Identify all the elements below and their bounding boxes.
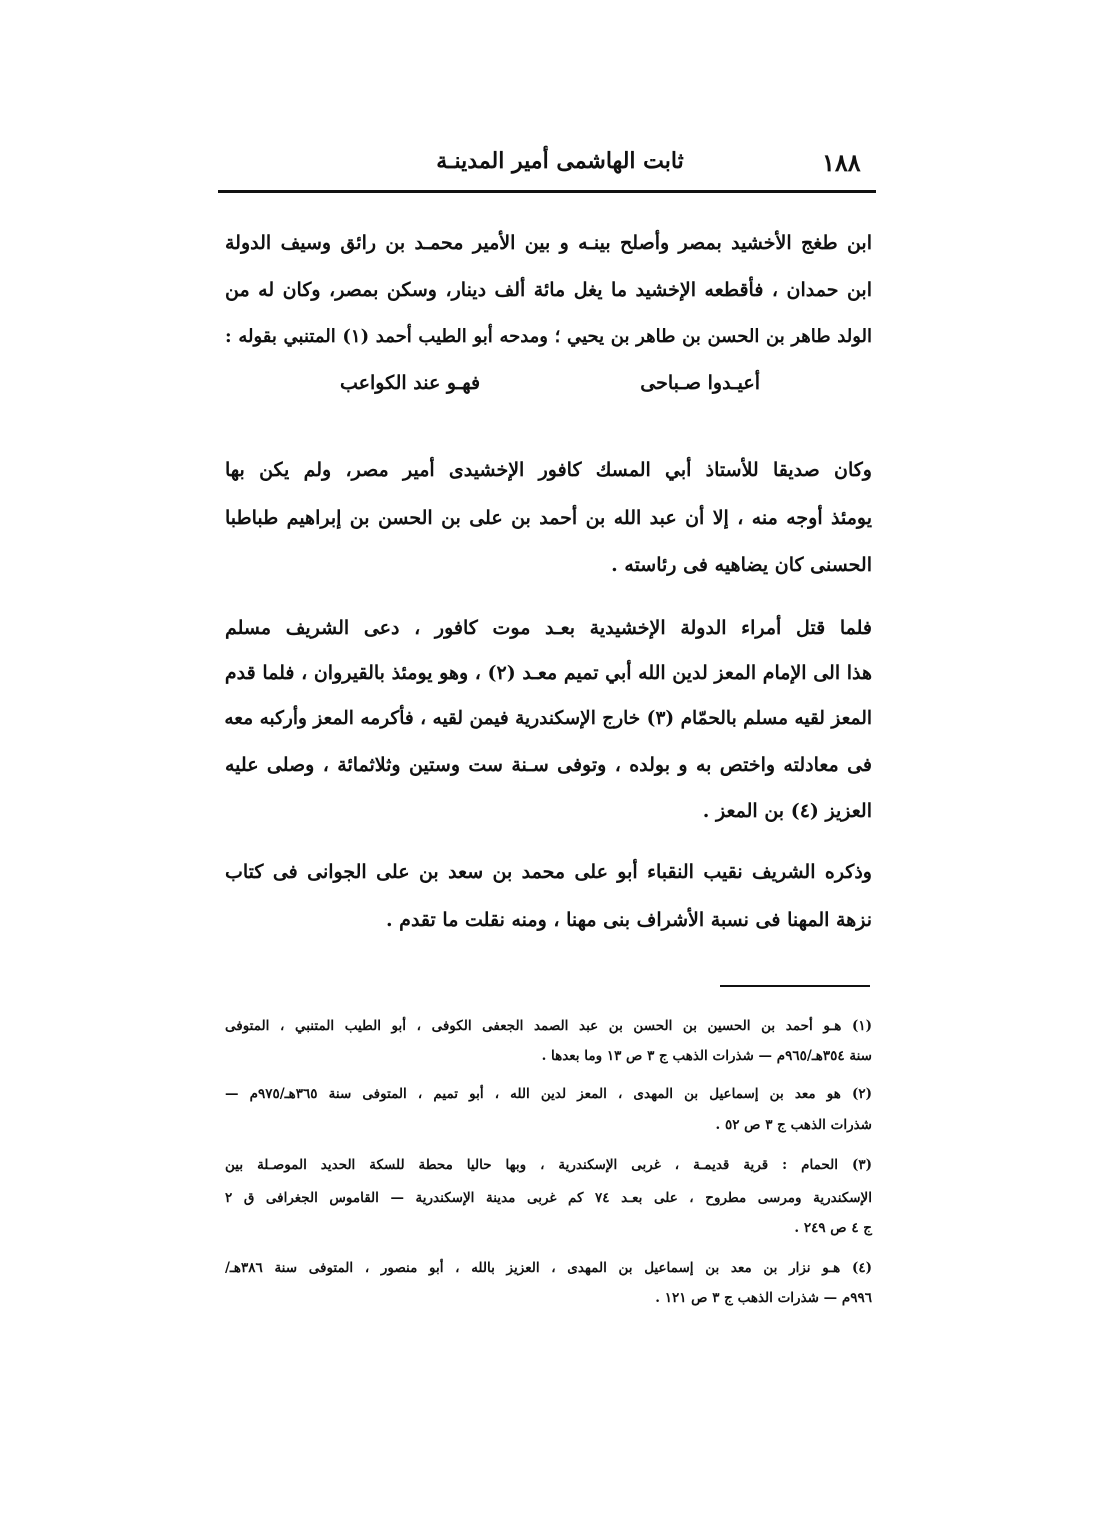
footnote-line: (٤) هـو نزار بن معد بن إسماعيل بن المهدى ، العزيز بالله ، أبو منصور ، المتوفى سنة ٣٨٦هـ/ xyxy=(225,1260,872,1276)
verse-first-hemistich: أعيـدوا صـباحى xyxy=(640,372,760,394)
running-title: ثابت الهاشمى أمير المدينـة xyxy=(436,148,684,174)
body-line: الولد طاهر بن الحسن بن طاهر بن يحيي ؛ ومدحه أبو الطيب أحمد (١) المتنبي بقوله : xyxy=(225,326,872,347)
header-rule xyxy=(218,190,876,193)
footnote-line: (٢) هو معد بن إسماعيل بن المهدى ، المعز لدين الله ، أبو تميم ، المتوفى سنة ٣٦٥هـ/٩٧٥م — xyxy=(225,1086,873,1102)
body-line: هذا الى الإمام المعز لدين الله أبي تميم معـد (٢) ، وهو يومئذ بالقيروان ، فلما قدم xyxy=(224,662,872,684)
body-line: المعز لقيه مسلم بالحمّام (٣) خارج الإسكندرية فيمن لقيه ، فأكرمه المعز وأركبه معه xyxy=(224,708,872,729)
verse-second-hemistich: فهـو عند الكواعب xyxy=(340,372,481,394)
footnote-line: شذرات الذهب ج ٣ ص ٥٢ . xyxy=(715,1117,872,1133)
body-line: الحسنى كان يضاهيه فى رئاسته . xyxy=(611,554,872,576)
footnote-rule xyxy=(720,985,870,987)
verse xyxy=(340,372,760,394)
page-number: ١٨٨ xyxy=(822,148,861,177)
footnote-line: سنة ٣٥٤هـ/٩٦٥م — شذرات الذهب ج ٣ ص ١٣ وما بعدها . xyxy=(541,1048,872,1064)
body-line: نزهة المهنا فى نسبة الأشراف بنى مهنا ، ومنه نقلت ما تقدم . xyxy=(385,909,872,931)
footnote-line: (٣) الحمام : قرية قديمـة ، غربى الإسكندرية ، وبها حاليا محطة للسكة الحديد الموصـلة بين xyxy=(225,1157,872,1173)
body-line: العزيز (٤) بن المعز . xyxy=(702,800,872,822)
footnote-line: ٩٩٦م — شذرات الذهب ج ٣ ص ١٢١ . xyxy=(655,1290,872,1306)
body-line: يومئذ أوجه منه ، إلا أن عبد الله بن أحمد بن على بن الحسن بن إبراهيم طباطبا xyxy=(225,507,872,529)
footnote-line: (١) هـو أحمد بن الحسين بن الحسن بن عبد الصمد الجعفى الكوفى ، أبو الطيب المتنبي ، المتوفى xyxy=(225,1018,872,1034)
body-line: ابن حمدان ، فأقطعه الإخشيد ما يغل مائة ألف دينار، وسكن بمصر، وكان له من xyxy=(225,279,872,301)
footnote-line: الإسكندرية ومرسى مطروح ، على بعـد ٧٤ كم غربى مدينة الإسكندرية — القاموس الجغرافى ق ٢ xyxy=(225,1190,872,1206)
body-line: وكان صديقا للأستاذ أبي المسك كافور الإخشيدى أمير مصر، ولم يكن بها xyxy=(225,459,872,481)
body-line: فى معادلته واختص به و بولده ، وتوفى سـنة ست وستين وثلاثمائة ، وصلى عليه xyxy=(225,754,872,776)
body-line: وذكره الشريف نقيب النقباء أبو على محمد بن سعد بن على الجوانى فى كتاب xyxy=(225,861,872,883)
body-line: فلما قتل أمراء الدولة الإخشيدية بعـد موت كافور ، دعى الشريف مسلم xyxy=(225,617,872,639)
footnote-line: ج ٤ ص ٢٤٩ . xyxy=(794,1220,872,1236)
body-line: ابن طغج الأخشيد بمصر وأصلح بينـه و بين الأمير محمـد بن رائق وسيف الدولة xyxy=(225,232,872,254)
